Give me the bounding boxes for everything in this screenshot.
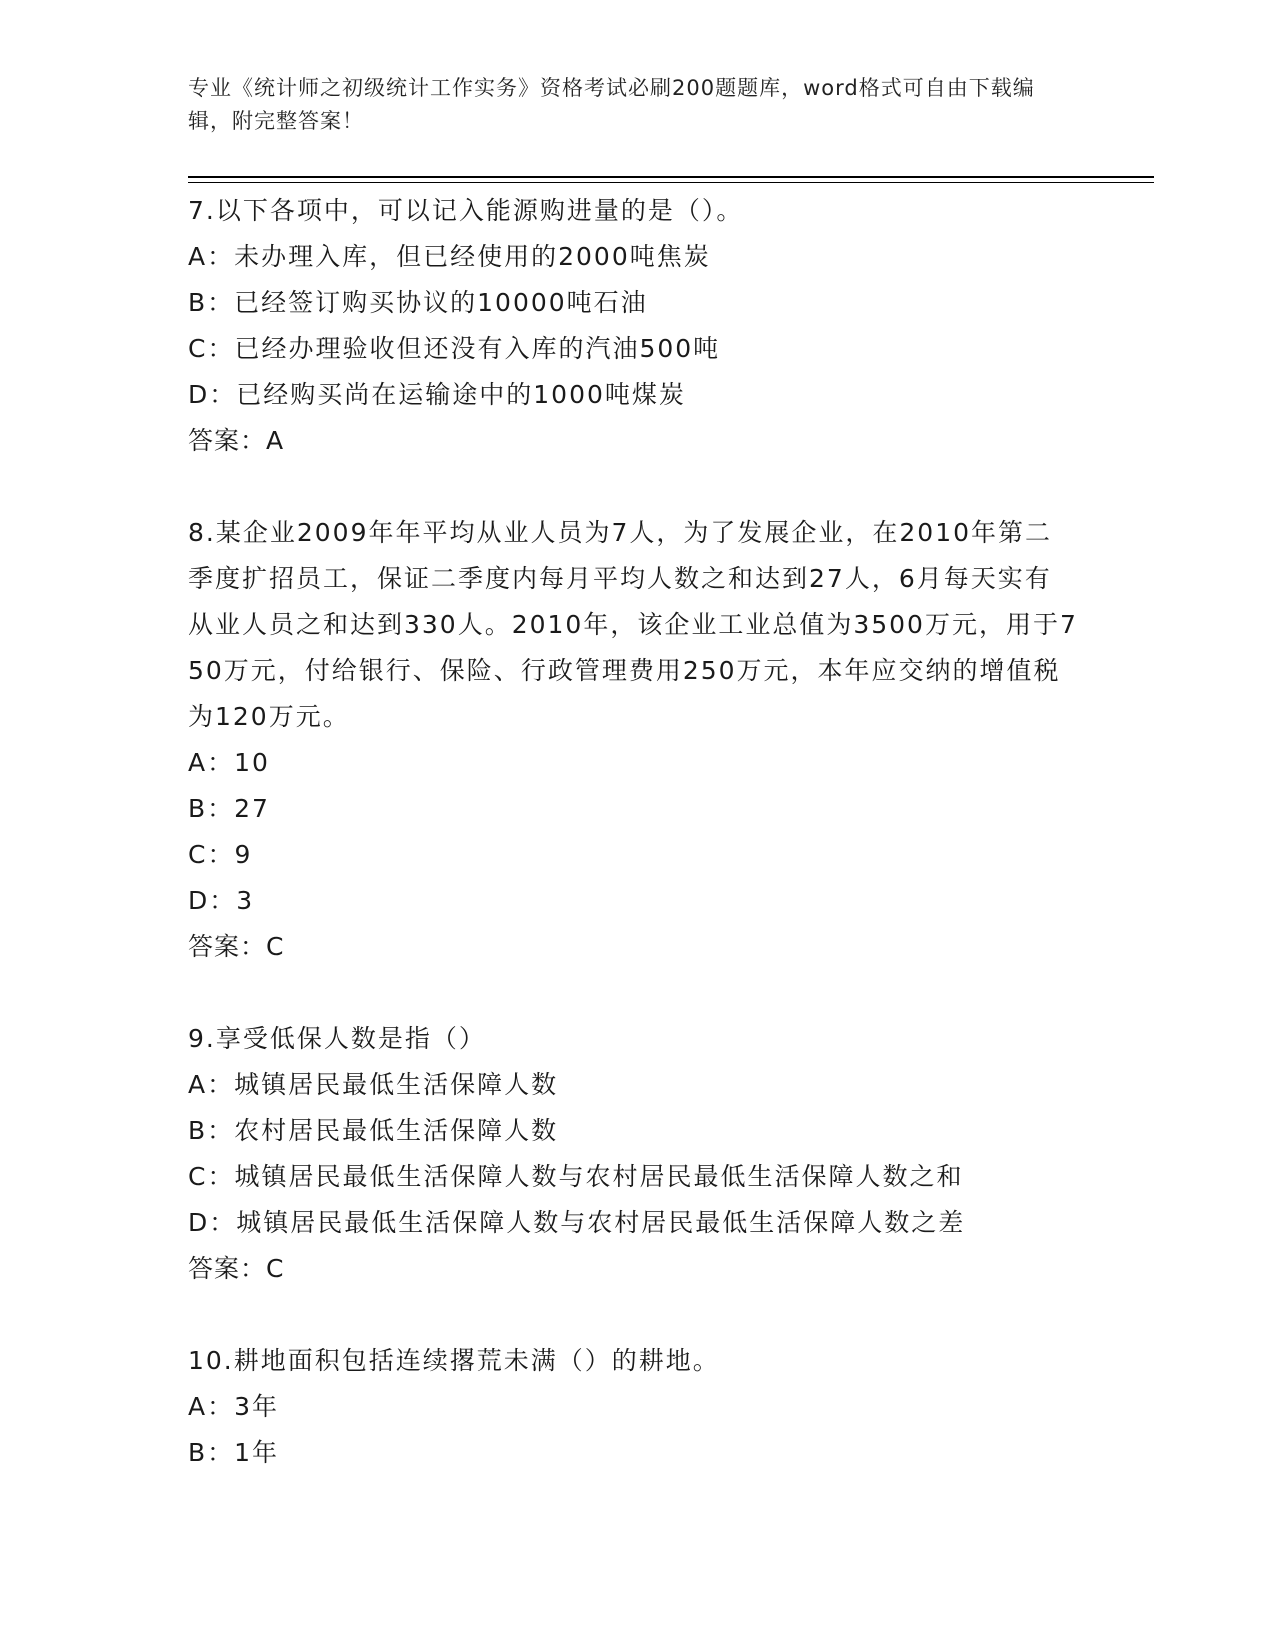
- question-block: [188, 188, 1088, 464]
- header-divider-thick: [188, 176, 1154, 178]
- option-b: B：27: [188, 794, 270, 823]
- option-c: C：已经办理验收但还没有入库的汽油500吨: [188, 334, 721, 363]
- question-block: [188, 1016, 1088, 1292]
- option-c: C：9: [188, 840, 253, 869]
- spacer: [188, 1292, 1088, 1338]
- question-list: [188, 188, 1088, 1476]
- answer-label: 答案：C: [188, 932, 285, 961]
- option-a: A：城镇居民最低生活保障人数: [188, 1070, 559, 1099]
- option-d: D：3: [188, 886, 255, 915]
- spacer: [188, 464, 1088, 510]
- question-block: [188, 510, 1088, 970]
- option-d: D：已经购买尚在运输途中的1000吨煤炭: [188, 380, 686, 409]
- question-block: [188, 1338, 1088, 1476]
- option-d: D：城镇居民最低生活保障人数与农村居民最低生活保障人数之差: [188, 1208, 966, 1237]
- answer-label: 答案：A: [188, 426, 285, 455]
- option-b: B：1年: [188, 1438, 280, 1467]
- question-stem: 9.享受低保人数是指（）: [188, 1024, 486, 1053]
- question-stem: 7.以下各项中，可以记入能源购进量的是（）。: [188, 196, 744, 225]
- question-stem: 10.耕地面积包括连续撂荒未满（）的耕地。: [188, 1346, 720, 1375]
- option-a: A：3年: [188, 1392, 280, 1421]
- answer-label: 答案：C: [188, 1254, 285, 1283]
- document-header: 专业《统计师之初级统计工作实务》资格考试必刷200题题库，word格式可自由下载编辑，附完整答案！: [188, 76, 1035, 133]
- option-a: A：10: [188, 748, 270, 777]
- spacer: [188, 970, 1088, 1016]
- option-c: C：城镇居民最低生活保障人数与农村居民最低生活保障人数之和: [188, 1162, 964, 1191]
- option-a: A：未办理入库，但已经使用的2000吨焦炭: [188, 242, 711, 271]
- option-b: B：农村居民最低生活保障人数: [188, 1116, 559, 1145]
- option-b: B：已经签订购买协议的10000吨石油: [188, 288, 648, 317]
- question-stem: 8.某企业2009年年平均从业人员为7人，为了发展企业，在2010年第二季度扩招员工，保证二季度内每月平均人数之和达到27人，6月每天实有从业人员之和达到330人。2010年，该企业工业总值为3500万元，用于750万元，付给银行、保险、行政管理费用250万元，本年应交纳的增值税为120万元。: [188, 518, 1078, 731]
- header-divider-thin: [188, 182, 1154, 183]
